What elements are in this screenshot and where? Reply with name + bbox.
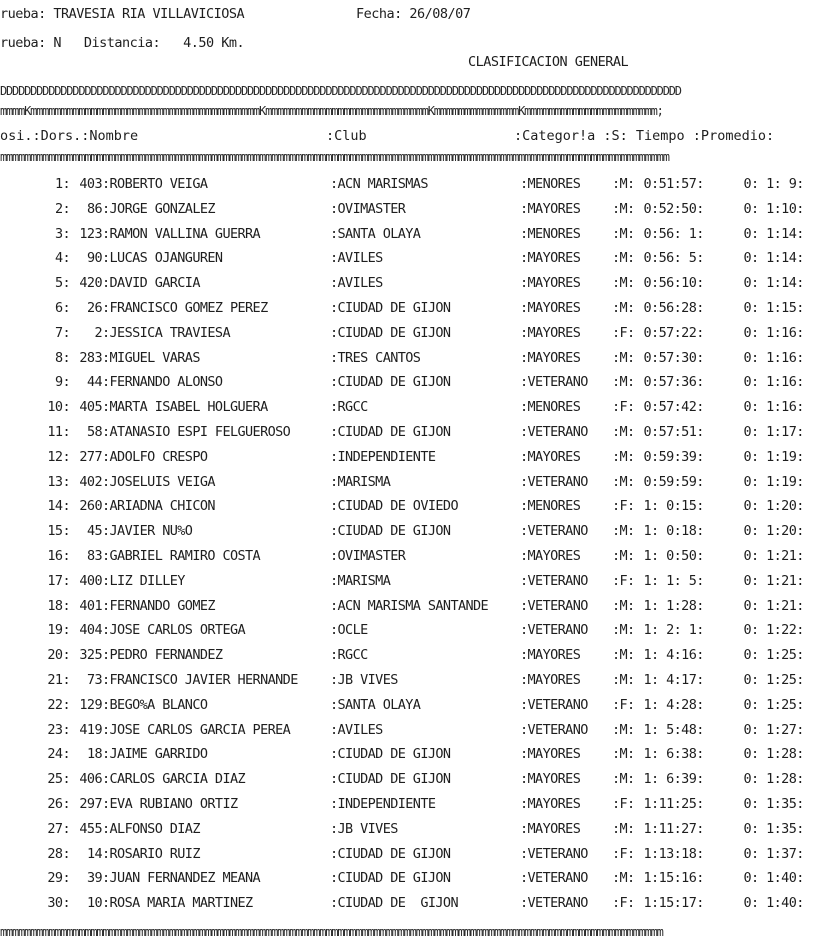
bib-number-cell: 18 bbox=[86, 746, 102, 763]
swimmer-name-cell: :LIZ DILLEY bbox=[102, 572, 185, 589]
club-cell: :CIUDAD DE GIJON bbox=[330, 870, 451, 887]
table-row bbox=[0, 722, 822, 746]
average-cell: 0: 1:35: bbox=[736, 820, 804, 837]
bib-number-cell: 277 bbox=[79, 448, 102, 465]
sex-cell: :F: bbox=[612, 399, 635, 416]
table-row bbox=[0, 300, 822, 324]
bib-number-cell: 86 bbox=[86, 200, 102, 217]
average-cell: 0: 1:17: bbox=[736, 424, 804, 440]
sex-cell: :M: bbox=[612, 374, 635, 391]
separator-second: mmmmKmmmmmmmmmmmmmmmmmmmmmmmmmmmmmmmmmmmmmmKmmmmmmmmmmmmmmmmmmmmmmmmmmmKmmmmmmmmmmmmmmKmmmmmmmmmmmmmmmmmmmmmm; bbox=[0, 104, 663, 118]
club-cell: :CIUDAD DE GIJON bbox=[330, 746, 451, 763]
category-cell: :MAYORES bbox=[520, 200, 581, 217]
table-row bbox=[0, 424, 822, 448]
average-cell: 0: 1:19: bbox=[736, 448, 804, 465]
sex-cell: :M: bbox=[612, 473, 635, 490]
club-cell: :MARISMA bbox=[330, 572, 391, 589]
time-cell: 0:57:51: bbox=[636, 424, 704, 440]
position-cell: 10: bbox=[47, 399, 70, 416]
sex-cell: :F: bbox=[612, 845, 635, 862]
swimmer-name-cell: :LUCAS OJANGUREN bbox=[102, 250, 223, 267]
swimmer-name-cell: :ATANASIO ESPI FELGUEROSO bbox=[102, 424, 291, 440]
classification-title: CLASIFICACION GENERAL bbox=[468, 54, 629, 70]
bib-number-cell: 455 bbox=[79, 820, 102, 837]
sex-cell: :F: bbox=[612, 696, 635, 713]
sex-cell: :M: bbox=[612, 771, 635, 788]
club-cell: :CIUDAD DE OVIEDO bbox=[330, 498, 458, 515]
table-row bbox=[0, 498, 822, 522]
swimmer-name-cell: :MARTA ISABEL HOLGUERA bbox=[102, 399, 268, 416]
club-cell: :ACN MARISMAS bbox=[330, 176, 428, 192]
category-cell: :MAYORES bbox=[520, 448, 581, 465]
position-cell: 27: bbox=[47, 820, 70, 837]
average-cell: 0: 1:25: bbox=[736, 696, 804, 713]
table-row bbox=[0, 350, 822, 374]
average-cell: 0: 1:25: bbox=[736, 647, 804, 664]
bib-number-cell: 405 bbox=[79, 399, 102, 416]
average-cell: 0: 1:16: bbox=[736, 399, 804, 416]
average-cell: 0: 1:28: bbox=[736, 746, 804, 763]
position-cell: 22: bbox=[47, 696, 70, 713]
sex-cell: :F: bbox=[612, 498, 635, 515]
swimmer-name-cell: :JOSE CARLOS GARCIA PEREA bbox=[102, 721, 291, 738]
club-cell: :RGCC bbox=[330, 647, 368, 664]
position-cell: 12: bbox=[47, 448, 70, 465]
swimmer-name-cell: :ROSARIO RUIZ bbox=[102, 845, 200, 862]
time-cell: 1: 1: 5: bbox=[636, 572, 704, 589]
table-row bbox=[0, 821, 822, 845]
table-row bbox=[0, 399, 822, 423]
category-cell: :VETERANO bbox=[520, 622, 588, 639]
table-row bbox=[0, 449, 822, 473]
sex-cell: :M: bbox=[612, 746, 635, 763]
position-cell: 21: bbox=[47, 672, 70, 688]
time-cell: 1: 2: 1: bbox=[636, 622, 704, 639]
position-cell: 24: bbox=[47, 746, 70, 763]
table-row bbox=[0, 746, 822, 770]
category-cell: :MAYORES bbox=[520, 820, 581, 837]
club-cell: :AVILES bbox=[330, 275, 383, 292]
sex-cell: :F: bbox=[612, 572, 635, 589]
table-row bbox=[0, 250, 822, 274]
position-cell: 23: bbox=[47, 721, 70, 738]
swimmer-name-cell: :FRANCISCO JAVIER HERNANDE bbox=[102, 672, 298, 688]
table-row bbox=[0, 176, 822, 200]
category-cell: :VETERANO bbox=[520, 523, 588, 540]
bib-number-cell: 14 bbox=[86, 845, 102, 862]
time-cell: 1: 6:39: bbox=[636, 771, 704, 788]
swimmer-name-cell: :JOSELUIS VEIGA bbox=[102, 473, 215, 490]
sex-cell: :M: bbox=[612, 597, 635, 614]
time-cell: 1:11:25: bbox=[636, 796, 704, 812]
club-cell: :CIUDAD DE GIJON bbox=[330, 374, 451, 391]
race-distance: rueba: N Distancia: 4.50 Km. bbox=[0, 35, 245, 51]
separator-top: DDDDDDDDDDDDDDDDDDDDDDDDDDDDDDDDDDDDDDDDDDDDDDDDDDDDDDDDDDDDDDDDDDDDDDDDDDDDDDDDDDDDDDDDDDDDDDDDDDDDDDDDDDDDDDDDD bbox=[0, 84, 681, 98]
average-cell: 0: 1:27: bbox=[736, 721, 804, 738]
sex-cell: :M: bbox=[612, 523, 635, 540]
sex-cell: :M: bbox=[612, 820, 635, 837]
position-cell: 8: bbox=[54, 349, 70, 366]
sex-cell: :M: bbox=[612, 424, 635, 440]
average-cell: 0: 1:20: bbox=[736, 498, 804, 515]
time-cell: 0:56:10: bbox=[636, 275, 704, 292]
sex-cell: :M: bbox=[612, 622, 635, 639]
time-cell: 1: 4:16: bbox=[636, 647, 704, 664]
position-cell: 14: bbox=[47, 498, 70, 515]
club-cell: :ACN MARISMA SANTANDE bbox=[330, 597, 489, 614]
time-cell: 0:57:22: bbox=[636, 324, 704, 341]
average-cell: 0: 1: 9: bbox=[736, 176, 804, 192]
category-cell: :MAYORES bbox=[520, 250, 581, 267]
category-cell: :MAYORES bbox=[520, 771, 581, 788]
time-cell: 0:59:59: bbox=[636, 473, 704, 490]
bib-number-cell: 419 bbox=[79, 721, 102, 738]
position-cell: 20: bbox=[47, 647, 70, 664]
category-cell: :VETERANO bbox=[520, 870, 588, 887]
bib-number-cell: 39 bbox=[86, 870, 102, 887]
category-cell: :VETERANO bbox=[520, 895, 588, 912]
bib-number-cell: 44 bbox=[86, 374, 102, 391]
bib-number-cell: 260 bbox=[79, 498, 102, 515]
category-cell: :MAYORES bbox=[520, 796, 581, 812]
club-cell: :CIUDAD DE GIJON bbox=[330, 424, 451, 440]
average-cell: 0: 1:16: bbox=[736, 324, 804, 341]
average-cell: 0: 1:21: bbox=[736, 572, 804, 589]
position-cell: 26: bbox=[47, 796, 70, 812]
club-cell: :CIUDAD DE GIJON bbox=[330, 845, 451, 862]
table-row bbox=[0, 226, 822, 250]
category-cell: :MAYORES bbox=[520, 300, 581, 316]
average-cell: 0: 1:22: bbox=[736, 622, 804, 639]
column-header-pos-dors-name: osi.:Dors.:Nombre bbox=[0, 128, 139, 144]
sex-cell: :F: bbox=[612, 895, 635, 912]
club-cell: :CIUDAD DE GIJON bbox=[330, 895, 458, 912]
swimmer-name-cell: :EVA RUBIANO ORTIZ bbox=[102, 796, 238, 812]
category-cell: :VETERANO bbox=[520, 424, 588, 440]
position-cell: 3: bbox=[54, 225, 70, 242]
swimmer-name-cell: :CARLOS GARCIA DIAZ bbox=[102, 771, 246, 788]
category-cell: :MAYORES bbox=[520, 324, 581, 341]
bib-number-cell: 26 bbox=[86, 300, 102, 316]
average-cell: 0: 1:14: bbox=[736, 250, 804, 267]
swimmer-name-cell: :JUAN FERNANDEZ MEANA bbox=[102, 870, 261, 887]
position-cell: 17: bbox=[47, 572, 70, 589]
club-cell: :AVILES bbox=[330, 721, 383, 738]
swimmer-name-cell: :JAIME GARRIDO bbox=[102, 746, 208, 763]
sex-cell: :F: bbox=[612, 796, 635, 812]
position-cell: 7: bbox=[54, 324, 70, 341]
category-cell: :VETERANO bbox=[520, 721, 588, 738]
swimmer-name-cell: :ALFONSO DIAZ bbox=[102, 820, 200, 837]
position-cell: 4: bbox=[54, 250, 70, 267]
swimmer-name-cell: :FERNANDO ALONSO bbox=[102, 374, 223, 391]
club-cell: :INDEPENDIENTE bbox=[330, 448, 436, 465]
sex-cell: :M: bbox=[612, 275, 635, 292]
sex-cell: :M: bbox=[612, 647, 635, 664]
average-cell: 0: 1:21: bbox=[736, 548, 804, 564]
sex-cell: :M: bbox=[612, 448, 635, 465]
bib-number-cell: 406 bbox=[79, 771, 102, 788]
time-cell: 0:56: 1: bbox=[636, 225, 704, 242]
category-cell: :MENORES bbox=[520, 225, 581, 242]
time-cell: 0:52:50: bbox=[636, 200, 704, 217]
time-cell: 0:57:30: bbox=[636, 349, 704, 366]
average-cell: 0: 1:25: bbox=[736, 672, 804, 688]
time-cell: 0:56:28: bbox=[636, 300, 704, 316]
bib-number-cell: 325 bbox=[79, 647, 102, 664]
bib-number-cell: 297 bbox=[79, 796, 102, 812]
swimmer-name-cell: :MIGUEL VARAS bbox=[102, 349, 200, 366]
position-cell: 19: bbox=[47, 622, 70, 639]
swimmer-name-cell: :FERNANDO GOMEZ bbox=[102, 597, 215, 614]
separator-third: mmmmmmmmmmmmmmmmmmmmmmmmmmmmmmmmmmmmmmmmmmmmmmmmmmmmmmmmmmmmmmmmmmmmmmmmmmmmmmmmmmmmmmmmmmmmmmmmmmmmmmmmmmmmmmm bbox=[0, 150, 669, 164]
average-cell: 0: 1:21: bbox=[736, 597, 804, 614]
average-cell: 0: 1:40: bbox=[736, 895, 804, 912]
club-cell: :OCLE bbox=[330, 622, 368, 639]
table-row bbox=[0, 846, 822, 870]
time-cell: 1: 0:15: bbox=[636, 498, 704, 515]
time-cell: 1: 4:17: bbox=[636, 672, 704, 688]
category-cell: :MAYORES bbox=[520, 548, 581, 564]
swimmer-name-cell: :JORGE GONZALEZ bbox=[102, 200, 215, 217]
table-row bbox=[0, 796, 822, 820]
position-cell: 15: bbox=[47, 523, 70, 540]
average-cell: 0: 1:14: bbox=[736, 225, 804, 242]
table-row bbox=[0, 870, 822, 894]
bib-number-cell: 90 bbox=[86, 250, 102, 267]
time-cell: 1: 4:28: bbox=[636, 696, 704, 713]
table-row bbox=[0, 647, 822, 671]
time-cell: 1:13:18: bbox=[636, 845, 704, 862]
club-cell: :CIUDAD DE GIJON bbox=[330, 771, 451, 788]
swimmer-name-cell: :FRANCISCO GOMEZ PEREZ bbox=[102, 300, 268, 316]
table-row bbox=[0, 771, 822, 795]
club-cell: :TRES CANTOS bbox=[330, 349, 421, 366]
average-cell: 0: 1:20: bbox=[736, 523, 804, 540]
bib-number-cell: 420 bbox=[79, 275, 102, 292]
bib-number-cell: 400 bbox=[79, 572, 102, 589]
bib-number-cell: 404 bbox=[79, 622, 102, 639]
time-cell: 0:51:57: bbox=[636, 176, 704, 192]
club-cell: :JB VIVES bbox=[330, 820, 398, 837]
bib-number-cell: 10 bbox=[86, 895, 102, 912]
table-row bbox=[0, 325, 822, 349]
position-cell: 11: bbox=[47, 424, 70, 440]
average-cell: 0: 1:15: bbox=[736, 300, 804, 316]
time-cell: 1: 0:18: bbox=[636, 523, 704, 540]
swimmer-name-cell: :RAMON VALLINA GUERRA bbox=[102, 225, 261, 242]
swimmer-name-cell: :JESSICA TRAVIESA bbox=[102, 324, 230, 341]
bib-number-cell: 123 bbox=[79, 225, 102, 242]
sex-cell: :M: bbox=[612, 250, 635, 267]
swimmer-name-cell: :BEGO%A BLANCO bbox=[102, 696, 208, 713]
table-row bbox=[0, 523, 822, 547]
time-cell: 1:15:17: bbox=[636, 895, 704, 912]
category-cell: :VETERANO bbox=[520, 572, 588, 589]
position-cell: 1: bbox=[54, 176, 70, 192]
sex-cell: :M: bbox=[612, 870, 635, 887]
race-name: rueba: TRAVESIA RIA VILLAVICIOSA bbox=[0, 6, 245, 22]
bib-number-cell: 401 bbox=[79, 597, 102, 614]
bib-number-cell: 58 bbox=[86, 424, 102, 440]
average-cell: 0: 1:10: bbox=[736, 200, 804, 217]
swimmer-name-cell: :JOSE CARLOS ORTEGA bbox=[102, 622, 246, 639]
average-cell: 0: 1:37: bbox=[736, 845, 804, 862]
club-cell: :AVILES bbox=[330, 250, 383, 267]
swimmer-name-cell: :DAVID GARCIA bbox=[102, 275, 200, 292]
club-cell: :OVIMASTER bbox=[330, 548, 406, 564]
time-cell: 1:15:16: bbox=[636, 870, 704, 887]
club-cell: :OVIMASTER bbox=[330, 200, 406, 217]
position-cell: 6: bbox=[54, 300, 70, 316]
table-row bbox=[0, 548, 822, 572]
club-cell: :CIUDAD DE GIJON bbox=[330, 523, 451, 540]
table-row bbox=[0, 275, 822, 299]
bib-number-cell: 2 bbox=[94, 324, 102, 341]
table-row bbox=[0, 895, 822, 919]
bib-number-cell: 83 bbox=[86, 548, 102, 564]
sex-cell: :M: bbox=[612, 176, 635, 192]
average-cell: 0: 1:40: bbox=[736, 870, 804, 887]
position-cell: 25: bbox=[47, 771, 70, 788]
table-row bbox=[0, 598, 822, 622]
time-cell: 0:56: 5: bbox=[636, 250, 704, 267]
bib-number-cell: 45 bbox=[86, 523, 102, 540]
position-cell: 2: bbox=[54, 200, 70, 217]
separator-bottom: mmmmmmmmmmmmmmmmmmmmmmmmmmmmmmmmmmmmmmmmmmmmmmmmmmmmmmmmmmmmmmmmmmmmmmmmmmmmmmmmmmmmmmmmmmmmmmmmmmmmmmmmmmmmmm bbox=[0, 925, 663, 939]
sex-cell: :M: bbox=[612, 721, 635, 738]
bib-number-cell: 283 bbox=[79, 349, 102, 366]
category-cell: :VETERANO bbox=[520, 473, 588, 490]
time-cell: 1: 0:50: bbox=[636, 548, 704, 564]
average-cell: 0: 1:19: bbox=[736, 473, 804, 490]
time-cell: 0:57:42: bbox=[636, 399, 704, 416]
time-cell: 0:59:39: bbox=[636, 448, 704, 465]
category-cell: :MAYORES bbox=[520, 349, 581, 366]
table-row bbox=[0, 201, 822, 225]
category-cell: :MAYORES bbox=[520, 672, 581, 688]
column-header-category-sex-time-average: :Categor!a :S: Tiempo :Promedio: bbox=[514, 128, 775, 144]
average-cell: 0: 1:16: bbox=[736, 349, 804, 366]
swimmer-name-cell: :ROBERTO VEIGA bbox=[102, 176, 208, 192]
average-cell: 0: 1:16: bbox=[736, 374, 804, 391]
swimmer-name-cell: :JAVIER NU%O bbox=[102, 523, 193, 540]
sex-cell: :M: bbox=[612, 200, 635, 217]
time-cell: 0:57:36: bbox=[636, 374, 704, 391]
time-cell: 1: 1:28: bbox=[636, 597, 704, 614]
average-cell: 0: 1:28: bbox=[736, 771, 804, 788]
swimmer-name-cell: :ARIADNA CHICON bbox=[102, 498, 215, 515]
average-cell: 0: 1:35: bbox=[736, 796, 804, 812]
category-cell: :VETERANO bbox=[520, 845, 588, 862]
table-row bbox=[0, 474, 822, 498]
sex-cell: :M: bbox=[612, 349, 635, 366]
time-cell: 1: 5:48: bbox=[636, 721, 704, 738]
position-cell: 5: bbox=[54, 275, 70, 292]
position-cell: 29: bbox=[47, 870, 70, 887]
swimmer-name-cell: :ROSA MARIA MARTINEZ bbox=[102, 895, 253, 912]
bib-number-cell: 403 bbox=[79, 176, 102, 192]
time-cell: 1: 6:38: bbox=[636, 746, 704, 763]
sex-cell: :M: bbox=[612, 548, 635, 564]
category-cell: :MENORES bbox=[520, 399, 581, 416]
club-cell: :CIUDAD DE GIJON bbox=[330, 300, 451, 316]
category-cell: :MENORES bbox=[520, 498, 581, 515]
club-cell: :JB VIVES bbox=[330, 672, 398, 688]
club-cell: :MARISMA bbox=[330, 473, 391, 490]
table-row bbox=[0, 697, 822, 721]
sex-cell: :M: bbox=[612, 672, 635, 688]
club-cell: :SANTA OLAYA bbox=[330, 696, 421, 713]
time-cell: 1:11:27: bbox=[636, 820, 704, 837]
position-cell: 28: bbox=[47, 845, 70, 862]
position-cell: 16: bbox=[47, 548, 70, 564]
club-cell: :CIUDAD DE GIJON bbox=[330, 324, 451, 341]
club-cell: :RGCC bbox=[330, 399, 368, 416]
table-row bbox=[0, 672, 822, 696]
table-row bbox=[0, 622, 822, 646]
category-cell: :MAYORES bbox=[520, 746, 581, 763]
category-cell: :MENORES bbox=[520, 176, 581, 192]
sex-cell: :F: bbox=[612, 324, 635, 341]
position-cell: 13: bbox=[47, 473, 70, 490]
sex-cell: :M: bbox=[612, 300, 635, 316]
table-row bbox=[0, 573, 822, 597]
position-cell: 30: bbox=[47, 895, 70, 912]
position-cell: 9: bbox=[54, 374, 70, 391]
category-cell: :MAYORES bbox=[520, 275, 581, 292]
swimmer-name-cell: :GABRIEL RAMIRO COSTA bbox=[102, 548, 261, 564]
average-cell: 0: 1:14: bbox=[736, 275, 804, 292]
bib-number-cell: 73 bbox=[86, 672, 102, 688]
club-cell: :SANTA OLAYA bbox=[330, 225, 421, 242]
race-date: Fecha: 26/08/07 bbox=[356, 6, 471, 22]
bib-number-cell: 402 bbox=[79, 473, 102, 490]
swimmer-name-cell: :PEDRO FERNANDEZ bbox=[102, 647, 223, 664]
category-cell: :VETERANO bbox=[520, 597, 588, 614]
bib-number-cell: 129 bbox=[79, 696, 102, 713]
club-cell: :INDEPENDIENTE bbox=[330, 796, 436, 812]
table-row bbox=[0, 374, 822, 398]
column-header-club: :Club bbox=[326, 128, 367, 144]
category-cell: :MAYORES bbox=[520, 647, 581, 664]
sex-cell: :M: bbox=[612, 225, 635, 242]
category-cell: :VETERANO bbox=[520, 374, 588, 391]
position-cell: 18: bbox=[47, 597, 70, 614]
category-cell: :VETERANO bbox=[520, 696, 588, 713]
swimmer-name-cell: :ADOLFO CRESPO bbox=[102, 448, 208, 465]
